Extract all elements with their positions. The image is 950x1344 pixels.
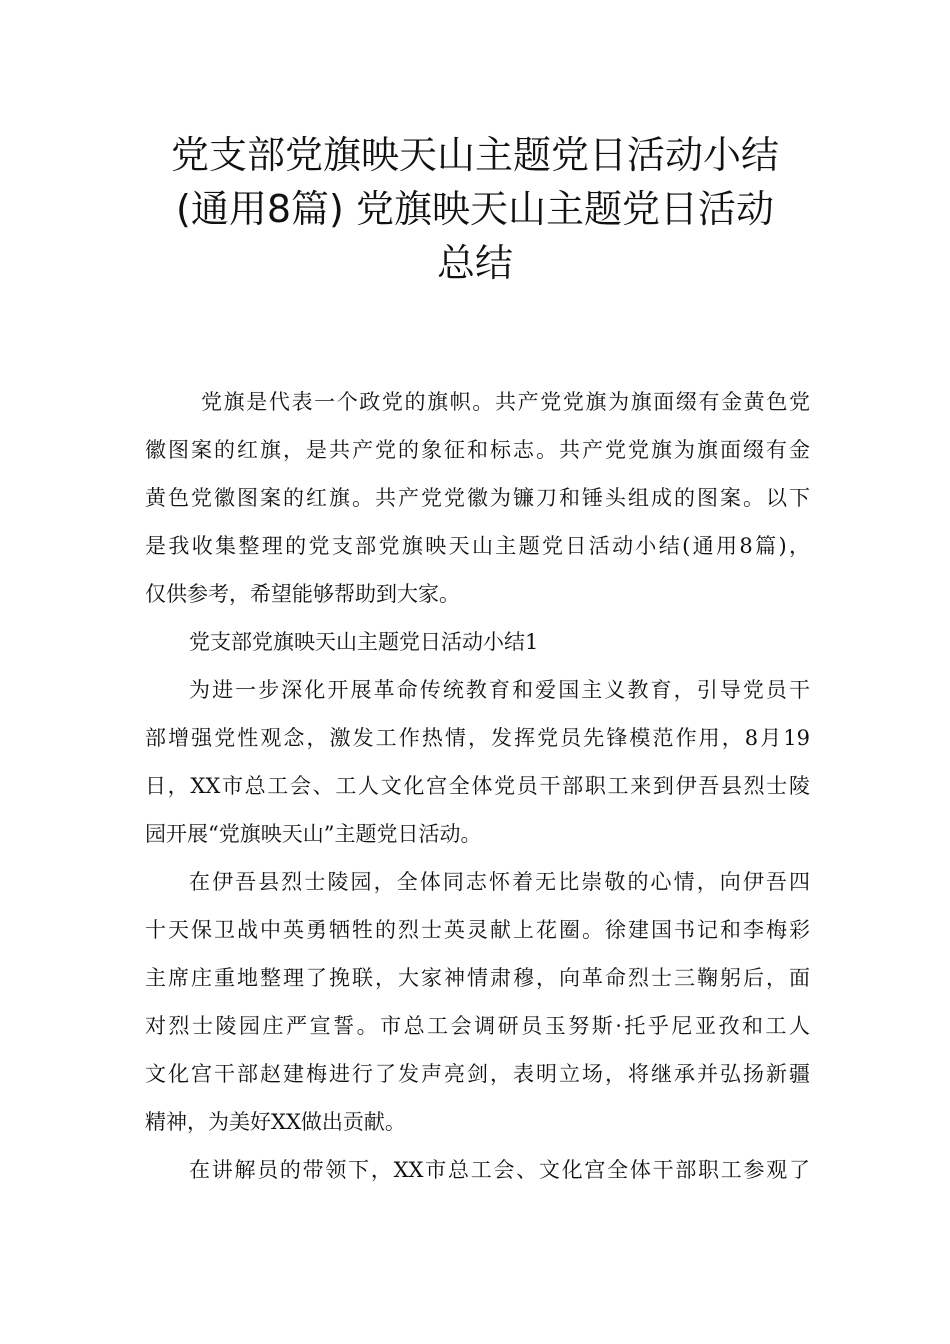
paragraph-line: 徽图案的红旗，是共产党的象征和标志。共产党党旗为旗面缀有金 [145, 438, 810, 462]
paragraph-line: 文化宫干部赵建梅进行了发声亮剑，表明立场，将继承并弘扬新疆 [145, 1062, 810, 1086]
paragraph [145, 858, 810, 1146]
paragraph-intro [145, 378, 810, 618]
paragraph-line: 十天保卫战中英勇牺牲的烈士英灵献上花圈。徐建国书记和李梅彩 [145, 918, 810, 942]
title-line-3: 总结 [436, 241, 513, 285]
paragraph-line: 为进一步深化开展革命传统教育和爱国主义教育，引导党员干 [189, 678, 810, 702]
paragraph-line: 部增强党性观念，激发工作热情，发挥党员先锋模范作用，8月19 [145, 726, 810, 750]
section-heading-text: 党支部党旗映天山主题党日活动小结1 [189, 630, 539, 654]
paragraph-line: 日，XX市总工会、工人文化宫全体党员干部职工来到伊吾县烈士陵 [145, 774, 810, 798]
section-heading [145, 618, 810, 666]
paragraph-line: 在讲解员的带领下，XX市总工会、文化宫全体干部职工参观了 [189, 1158, 810, 1182]
document-title [100, 128, 850, 290]
paragraph [145, 1146, 810, 1194]
title-line-2: (通用8篇) 党旗映天山主题党日活动 [176, 187, 774, 231]
paragraph-line: 对烈士陵园庄严宣誓。市总工会调研员玉努斯·托乎尼亚孜和工人 [145, 1014, 810, 1038]
paragraph-line: 主席庄重地整理了挽联，大家神情肃穆，向革命烈士三鞠躬后，面 [145, 966, 810, 990]
document-body [145, 378, 810, 1194]
paragraph-line: 在伊吾县烈士陵园，全体同志怀着无比崇敬的心情，向伊吾四 [189, 870, 810, 894]
title-line-1: 党支部党旗映天山主题党日活动小结 [170, 133, 779, 177]
paragraph-line: 园开展“党旗映天山”主题党日活动。 [145, 822, 482, 846]
paragraph-line: 是我收集整理的党支部党旗映天山主题党日活动小结(通用8篇)， [145, 534, 810, 558]
paragraph-line: 党旗是代表一个政党的旗帜。共产党党旗为旗面缀有金黄色党 [201, 390, 810, 414]
paragraph-line: 黄色党徽图案的红旗。共产党党徽为镰刀和锤头组成的图案。以下 [145, 486, 810, 510]
paragraph [145, 666, 810, 858]
paragraph-line: 精神，为美好XX做出贡献。 [145, 1110, 406, 1134]
paragraph-line: 仅供参考，希望能够帮助到大家。 [145, 582, 460, 606]
